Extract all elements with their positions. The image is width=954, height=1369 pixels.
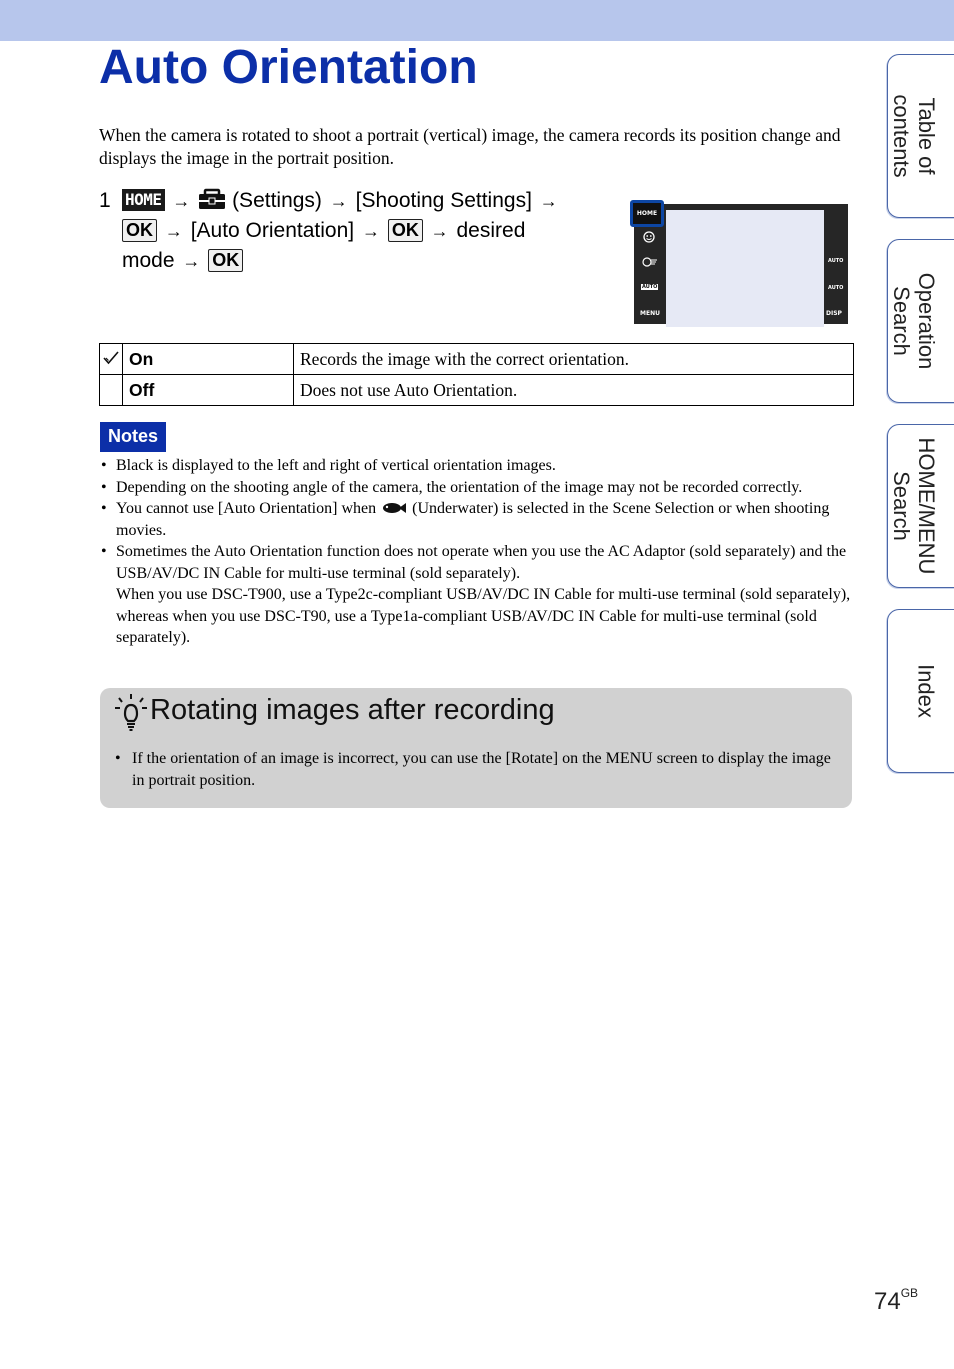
smile-shutter-icon — [642, 257, 658, 267]
arrow-icon: → — [430, 221, 449, 241]
settings-briefcase-icon — [198, 188, 226, 210]
arrow-icon: → — [182, 251, 201, 271]
intro-paragraph: When the camera is rotated to shoot a portrait (vertical) image, the camera records its position change and displays the image in the portrait position. — [99, 125, 841, 168]
tip-box — [100, 688, 852, 808]
menu-label: MENU — [640, 310, 660, 317]
option-name: On — [123, 344, 294, 375]
page-title: Auto Orientation — [99, 41, 478, 94]
auto-orientation-text: [Auto Orientation] — [190, 219, 355, 242]
ok-button-icon: OK — [388, 219, 423, 242]
options-table — [99, 343, 854, 406]
default-check-cell — [100, 344, 123, 375]
arrow-icon: → — [172, 191, 191, 211]
ok-button-icon: OK — [122, 219, 157, 242]
page-number: $74^{GB}$ — [874, 1286, 919, 1315]
arrow-icon: → — [361, 221, 380, 241]
face-detect-icon — [643, 231, 655, 243]
iso-auto-label: AUTO — [828, 285, 844, 291]
list-item: • Sometimes the Auto Orientation function does not operate when you use the AC Adaptor (sold separately) and the USB/AV/DC IN Cable for multi-use terminal (sold separately). When you use DSC-T900, use a Type2c-compliant USB/AV/DC IN Cable for multi-use terminal (sold separately), whereas when you use DSC-T90, use a Type1a-compliant USB/AV/DC IN Cable for multi-use terminal (sold separately). — [99, 541, 854, 649]
ev-auto-label: AUTO — [642, 284, 658, 290]
camera-screen — [634, 204, 848, 324]
notes-list — [99, 455, 854, 649]
tab-home-menu-search[interactable]: HOME/MENU Search — [887, 424, 954, 588]
disp-label: DISP — [826, 310, 842, 317]
checkmark-icon — [103, 351, 119, 365]
underwater-fish-icon — [382, 502, 406, 514]
arrow-icon: → — [164, 221, 183, 241]
list-item: • You cannot use [Auto Orientation] when (Underwater) is selected in the Scene Selection or when shooting movies. — [99, 498, 854, 541]
option-description: Records the image with the correct orientation. — [294, 344, 854, 375]
arrow-icon: → — [539, 191, 558, 211]
step-instructions — [122, 186, 617, 276]
arrow-icon: → — [329, 191, 348, 211]
tab-operation-search[interactable]: Operation Search — [887, 239, 954, 403]
default-check-cell — [100, 375, 123, 406]
list-item: • Black is displayed to the left and right of vertical orientation images. — [99, 455, 854, 477]
camera-screen-illustration — [630, 200, 850, 326]
shooting-settings-text: [Shooting Settings] — [355, 189, 532, 212]
home-button-icon: HOME — [122, 189, 165, 211]
settings-text: (Settings) — [232, 189, 322, 212]
notes-label: Notes — [100, 422, 166, 452]
tip-text: • If the orientation of an image is incorrect, you can use the [Rotate] on the MENU screen to display the image in portrait position. — [132, 748, 832, 791]
tip-title: Rotating images after recording — [150, 694, 555, 726]
table-row — [100, 344, 854, 375]
ok-button-icon: OK — [208, 249, 243, 272]
option-description: Does not use Auto Orientation. — [294, 375, 854, 406]
tab-index[interactable]: Index — [887, 609, 954, 773]
step-number: 1 — [99, 189, 111, 212]
lightbulb-icon — [114, 692, 148, 732]
desired-text: desired — [456, 219, 526, 242]
option-name: Off — [123, 375, 294, 406]
list-item: • Depending on the shooting angle of the camera, the orientation of the image may not be recorded correctly. — [99, 477, 854, 499]
camera-viewfinder — [666, 210, 824, 327]
camera-home-icon: HOME — [630, 200, 664, 227]
tab-table-of-contents[interactable]: Table of contents — [887, 54, 954, 218]
top-banner — [0, 0, 954, 41]
table-row — [100, 375, 854, 406]
flash-auto-label: AUTO — [828, 258, 844, 264]
mode-text: mode — [122, 249, 175, 272]
